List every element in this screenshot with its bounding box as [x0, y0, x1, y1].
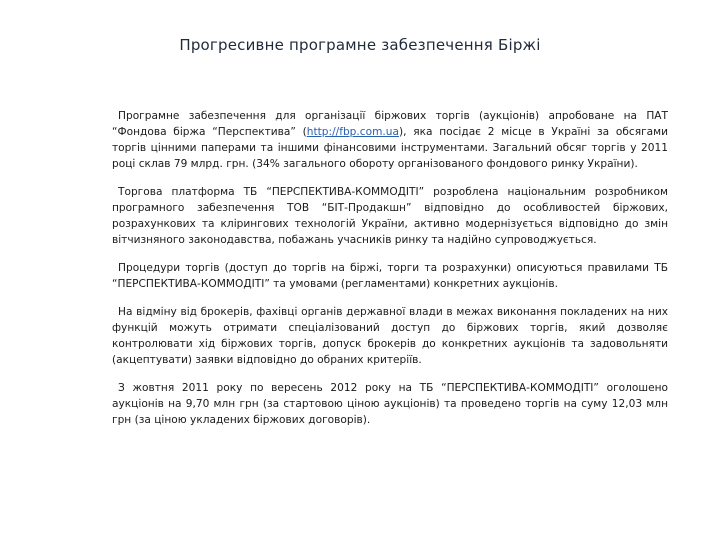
paragraph-trading-platform: Торгова платформа ТБ “ПЕРСПЕКТИВА-КОММОДІТІ” розроблена національним розробником програмного забезпечення ТОВ “БІТ-Продакшн” відповідно до особливостей біржових, розрахункових та клірингових технологій України, активно модернізується відповідно до змін вітчизняного законодавства, побажань учасників ринку та надійно супроводжується.: [112, 186, 668, 246]
paragraph-government-access: На відміну від брокерів, фахівці органів державної влади в межах виконання покладених на них функцій можуть отримати спеціалізований доступ до біржових торгів, який дозволяє контролювати хід біржових торгів, допуск брокерів до конкретних аукціонів та задовольняти (акцептувати) заявки відповідно до обраних критеріїв.: [112, 306, 668, 366]
slide-body: [112, 108, 668, 440]
paragraph-trading-procedures: Процедури торгів (доступ до торгів на біржі, торги та розрахунки) описуються правилами ТБ “ПЕРСПЕКТИВА-КОММОДІТІ” та умовами (регламентами) конкретних аукціонів.: [112, 262, 668, 290]
fbp-website-link[interactable]: http://fbp.com.ua: [306, 126, 399, 138]
paragraph-text-after-link: ), яка посідає 2 місце в Україні за обсягами торгів цінними паперами та іншими фінансовими інструментами. Загальний обсяг торгів у 2011 році склав 79 млрд. грн. (34% загального обороту організованого фондового ринку України).: [112, 126, 669, 170]
paragraph-platform-approval: [112, 108, 668, 172]
paragraph-text-before-link: Програмне забезпечення для організації біржових торгів (аукціонів) апробоване на ПАТ “Фондова біржа “Перспектива” (: [112, 110, 668, 138]
paragraph-auction-results: З жовтня 2011 року по вересень 2012 року на ТБ “ПЕРСПЕКТИВА-КОММОДІТІ” оголошено аукціонів на 9,70 млн грн (за стартовою ціною аукціонів) та проведено торгів на суму 12,03 млн грн (за ціною укладених біржових договорів).: [112, 382, 668, 426]
slide-title: Прогресивне програмне забезпечення Біржі: [179, 36, 541, 54]
